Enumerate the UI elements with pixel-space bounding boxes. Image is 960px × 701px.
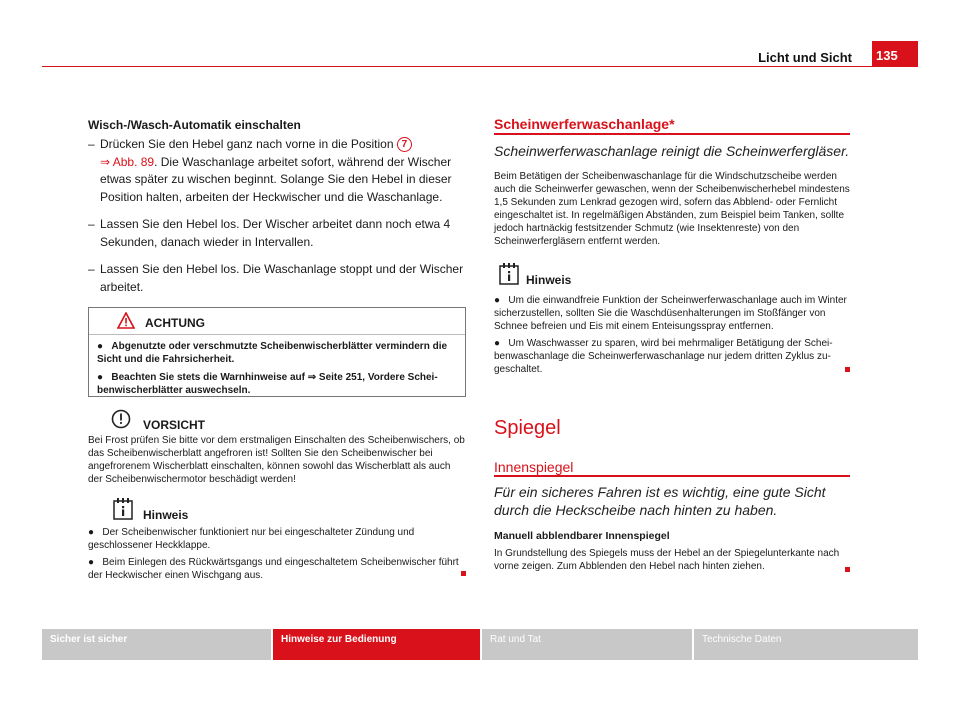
footer-tab-label: Technische Daten: [702, 634, 782, 645]
dash-marker: –: [88, 217, 95, 231]
footer-tab-rat-und-tat[interactable]: [482, 629, 692, 660]
section-end-marker: [461, 571, 466, 576]
achtung-header: [89, 308, 465, 335]
innenspiegel-body: In Grundstellung des Spiegels muss der Hebel an der Spiegelunterkante nach vorne zeigen. Zum Abblenden den Hebel nach hinten ziehen.: [494, 548, 840, 572]
footer-tab-label: Rat und Tat: [490, 634, 541, 645]
hinweis-right-item-2: [494, 337, 852, 376]
section-title-innenspiegel: Innenspiegel: [494, 459, 574, 475]
lead-text-innenspiegel: Für ein sicheres Fahren ist es wichtig, eine gute Sicht durch die Heckscheibe nach hinten zu haben.: [494, 484, 826, 518]
footer-tab-label: Sicher ist sicher: [50, 634, 128, 645]
vorsicht-text: Bei Frost prüfen Sie bitte vor dem erstmaligen Einschalten des Scheibenwischers, ob das Scheibenwischerblatt angefroren ist! Sollten Sie den Scheibenwischer bei angefrorenem Wischerblatt einschalten, können sowohl das Wischerblatt als auch der Scheibenwischermotor beschädigt werden!: [88, 435, 465, 485]
step-1-text: Drücken Sie den Hebel ganz nach vorne in die Position: [100, 137, 394, 151]
page-number: 135: [876, 48, 898, 63]
bullet-marker: ●: [97, 341, 104, 352]
running-header-title: Licht und Sicht: [758, 50, 852, 65]
chapter-title-spiegel: Spiegel: [494, 417, 561, 439]
page-reference-link[interactable]: ⇒ Seite 251, Vordere Scheibenwischerblätter auswechseln: [97, 372, 438, 396]
step-1: [88, 136, 468, 206]
achtung-item-2: [97, 371, 457, 397]
bullet-marker: ●: [88, 527, 95, 538]
header-rule: [42, 66, 874, 67]
footer-tab-label: Hinweise zur Bedienung: [281, 634, 397, 645]
hinweis-title-right: Hinweis: [526, 273, 572, 287]
warning-triangle-icon: [117, 312, 135, 329]
section-end-marker: [845, 367, 850, 372]
hinweis-note-icon: [499, 263, 519, 285]
hinweis-right-item-1-text: Um die einwandfreie Funktion der Scheinwerferwaschanlage auch im Winter sicherzustellen, sollten Sie die Waschdüsenhalterungen im Stoßfänger von Schnee befreien und Eis mit einem Enteisungsspray entfernen.: [494, 295, 847, 332]
vorsicht-title: VORSICHT: [143, 418, 206, 432]
step-2-text: Lassen Sie den Hebel los. Der Wischer arbeitet dann noch etwa 4 Sekunden, danach wieder in Intervallen.: [100, 217, 451, 249]
hinweis-left-item-1-text: Der Scheibenwischer funktioniert nur bei eingeschalteter Zündung und geschlossener Heckklappe.: [88, 527, 415, 551]
step-3: [88, 261, 468, 296]
achtung-item-2-end: .: [247, 385, 251, 396]
achtung-item-1: [97, 340, 457, 366]
section-title-scheinwerferwaschanlage: Scheinwerferwaschanlage*: [494, 116, 675, 132]
footer-tab-technische-daten[interactable]: [694, 629, 918, 660]
subheading-manuell-abblendbar: Manuell abblendbarer Innenspiegel: [494, 530, 670, 542]
section-end-marker: [845, 567, 850, 572]
achtung-item-2-text: Beachten Sie stets die Warnhinweise auf: [111, 372, 305, 383]
position-number-badge: 7: [397, 137, 412, 152]
footer-tab-sicher[interactable]: [42, 629, 271, 660]
hinweis-left-item-2: [88, 556, 466, 582]
innenspiegel-underline: [494, 475, 850, 477]
hinweis-body-left: [88, 526, 466, 586]
hinweis-left-item-2-text: Beim Einlegen des Rückwärtsgangs und eingeschaltetem Scheibenwischer führt der Heckwischer einen Wischgang aus.: [88, 557, 459, 581]
hinweis-right-item-2-text: Um Waschwasser zu sparen, wird bei mehrmaliger Betätigung der Scheibenwaschanlage die Scheinwerferwaschanlage nur jedem dritten Zyklus zugeschaltet.: [494, 338, 833, 375]
left-column: [88, 118, 468, 306]
caution-circle-icon: [111, 409, 131, 429]
achtung-item-1-text: Abgenutzte oder verschmutzte Scheibenwischerblätter vermindern die Sicht und die Fahrsicherheit.: [97, 341, 448, 365]
figure-link[interactable]: ⇒ Abb. 89: [100, 154, 155, 169]
step-2: [88, 216, 468, 251]
dash-marker: –: [88, 262, 95, 276]
bullet-marker: ●: [494, 338, 501, 349]
bullet-marker: ●: [494, 295, 501, 306]
title-underline: [494, 133, 850, 135]
step-1-text-continued: . Die Waschanlage arbeitet sofort, während der Wischer etwas später zu wischen beginnt. Solange Sie den Hebel in dieser Position halten, arbeiten der Heckwischer und die Waschanlage.: [100, 154, 452, 204]
hinweis-body-right: [494, 294, 852, 380]
lead-text-scheinwerfer: Scheinwerferwaschanlage reinigt die Scheinwerfergläser.: [494, 143, 850, 159]
achtung-body: [97, 340, 457, 402]
step-3-text: Lassen Sie den Hebel los. Die Waschanlage stoppt und der Wischer arbeitet.: [100, 262, 464, 294]
bullet-marker: ●: [88, 557, 95, 568]
achtung-warning-box: [88, 307, 466, 397]
hinweis-note-icon: [113, 498, 133, 520]
hinweis-right-item-1: [494, 294, 852, 333]
section-heading-wisch-wasch: Wisch-/Wasch-Automatik einschalten: [88, 118, 301, 132]
hinweis-title-left: Hinweis: [143, 508, 189, 522]
achtung-title: ACHTUNG: [145, 316, 205, 330]
scheinwerfer-body: Beim Betätigen der Scheibenwaschanlage für die Windschutzscheibe werden auch die Scheinwerfer gewaschen, wenn der Scheibenwischerhebel mindestens 1,5 Sekunden zum Lenkrad gezogen wird, sofern das Abblend- oder Fernlicht eingeschaltet ist. In regelmäßigen Abständen, zum Beispiel beim Tanken, sollte jedoch hartnäckig festsitzender Schmutz (wie Insektenreste) von den Scheinwerfergläsern entfernt werden.: [494, 171, 850, 247]
footer-tab-bedienung-active[interactable]: [273, 629, 480, 660]
hinweis-left-item-1: [88, 526, 466, 552]
bullet-marker: ●: [97, 372, 104, 383]
dash-marker: –: [88, 137, 95, 151]
